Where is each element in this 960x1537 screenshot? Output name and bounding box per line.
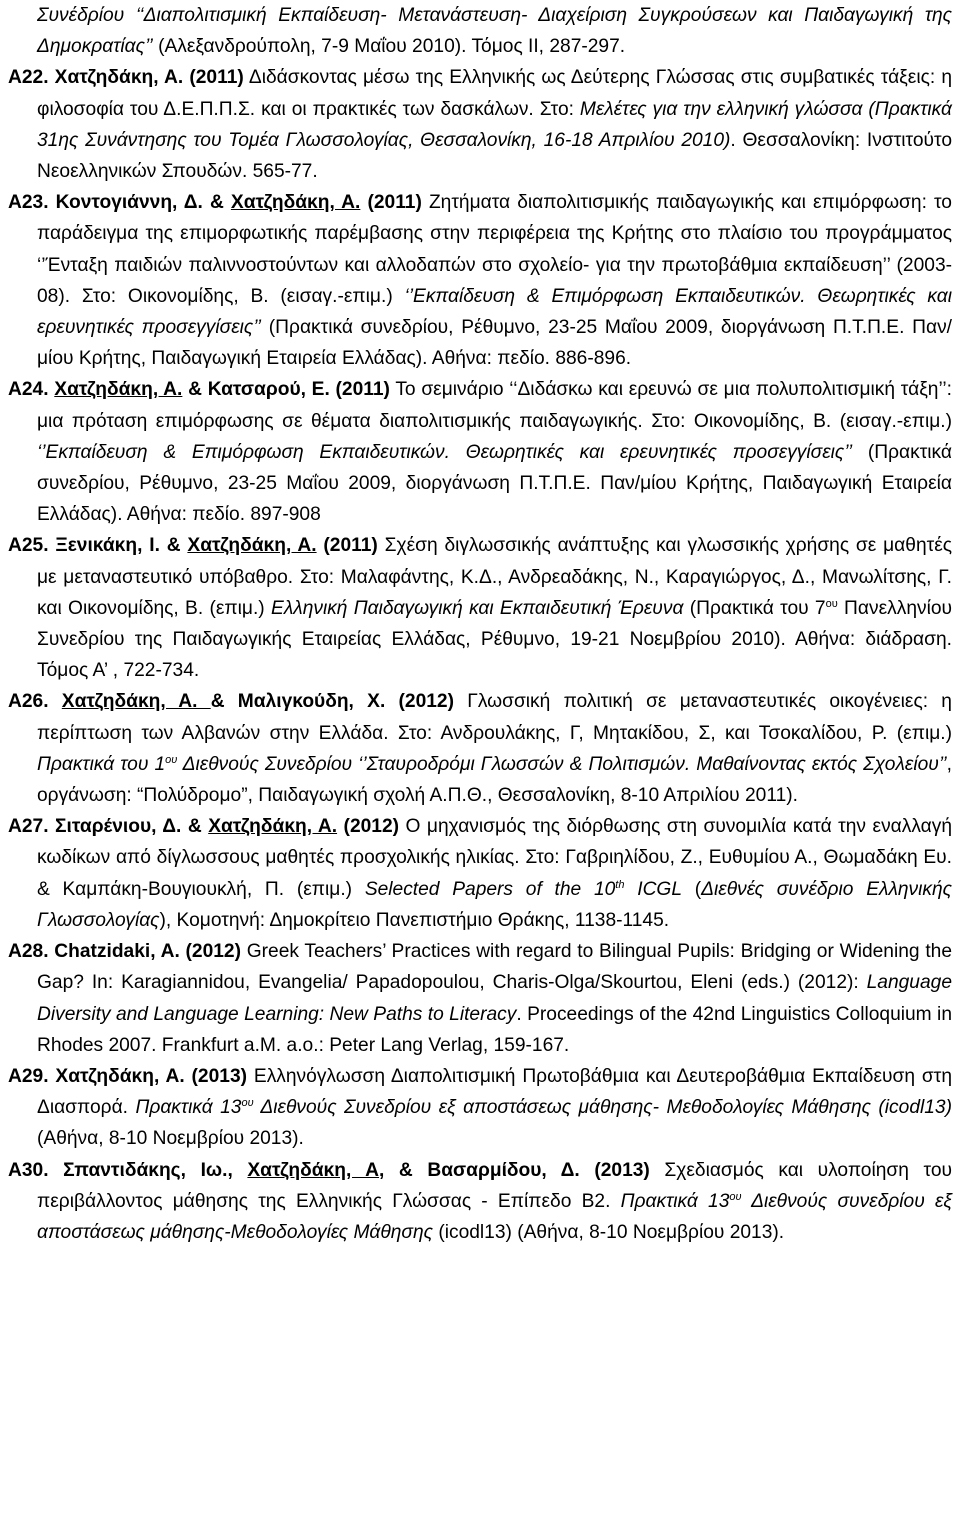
reference-authors: Α25. Ξενικάκη, Ι. & [8,535,188,557]
reference-authors: (2011) [360,192,422,214]
reference-source-title: ‘’Εκπαίδευση & Επιμόρφωση Εκπαιδευτικών. Θεωρητικές και ερευνητικές προσεγγίσεις’’ [37,285,952,339]
reference-text: (icodl13) (Αθήνα, 8-10 Νοεμβρίου 2013). [433,1221,785,1243]
reference-text: ( [682,878,702,900]
reference-text: Το σεμινάριο ‘‘Διδάσκω και ερευνώ σε μια πολυπολιτισμική τάξη’’: μια πρόταση επιμόρφωσης σε θέματα διαπολιτισμικής παιδαγωγικής. Στο: Οικονομίδης, Β. (εισαγ.-επιμ.) [37,379,952,432]
reference-source-title: Selected Papers of the 10 [364,878,616,900]
superscript: ου [729,1190,742,1203]
reference-authors: Α29. Χατζηδάκη, Α. (2013) [8,1065,248,1087]
superscript: ου [241,1097,254,1110]
reference-entry-a22 [8,62,952,187]
reference-text: Ο μηχανισμός της διόρθωσης στη συνομιλία κατά την εναλλαγή κωδίκων από δίγλωσσους μαθητές προσχολικής ηλικίας. Στο: Γαβριηλίδου, Ζ., Ευθυμίου Α., Θωμαδάκη Ευ. & Καμπάκη-Βουγιουκλή, Π. (επιμ.) [37,816,953,900]
reference-source-title: Διεθνούς Συνεδρίου εξ αποστάσεως μάθησης- Μεθοδολογίες Μάθησης (icodl13) [253,1097,952,1119]
reference-text: . Θεσσαλονίκη: Ινστιτούτο Νεοελληνικών Σπουδών. 565-77. [37,129,952,183]
reference-authors: (2011) [316,535,378,557]
reference-text: Greek Teachers’ Practices with regard to Bilingual Pupils: Bridging or Widening the Gap? In: Karagiannidou, Evangelia/ Papadopoulou, Charis-Olga/Skourtou, Eleni (eds.) (2012): [37,941,952,994]
reference-text: Διδάσκοντας μέσω της Ελληνικής ως Δεύτερης Γλώσσας στις συμβατικές τάξεις: η φιλοσοφία του Δ.Ε.Π.Π.Σ. και οι πρακτικές των δασκάλων. Στο: [37,67,952,120]
reference-authors: Α23. Κοντογιάννη, Δ. & [8,192,231,214]
reference-authors: , & Βασαρμίδου, Δ. (2013) [379,1159,650,1181]
reference-source-title: Συνέδρίου ‘‘Διαπολιτισμική Εκπαίδευση- Μετανάστευση- Διαχείριση Συγκρούσεων και Παιδαγωγική της Δημοκρατίας’’ [37,5,952,58]
reference-authors: Α22. Χατζηδάκη, Α. (2011) [8,67,244,89]
reference-source-title: ‘’Εκπαίδευση & Επιμόρφωση Εκπαιδευτικών. Θεωρητικές και ερευνητικές προσεγγίσεις’’ [37,441,853,463]
reference-source-title: Language Diversity and Language Learning: New Paths to Literacy [37,972,952,1025]
reference-authors: Α27. Σιταρένιου, Δ. & [8,816,209,838]
reference-authors: Α28. Chatzidaki, A. (2012) [8,941,241,963]
reference-list [8,0,952,1248]
reference-text: (Πρακτικά του 7 [683,597,826,619]
reference-entry-a27 [8,811,952,936]
reference-entry-a23 [8,187,952,374]
reference-authors: Χατζηδάκη, Α. [187,535,317,557]
reference-entry-a29 [8,1061,952,1155]
reference-source-title: Διεθνούς Συνεδρίου ‘’Σταυροδρόμι Γλωσσών & Πολιτισμών. Μαθαίνοντας εκτός Σχολείου’’ [177,753,947,775]
reference-authors: & Κατσαρού, Ε. (2011) [182,379,390,401]
reference-authors: Χατζηδάκη, Α. [230,192,361,214]
reference-entry-a25 [8,530,952,686]
reference-text: Ελληνόγλωσση Διαπολιτισμική Πρωτοβάθμια και Δευτεροβάθμια Εκπαίδευση στη Διασπορά. [37,1065,952,1119]
reference-text: Σχεδιασμός και υλοποίηση του περιβάλλοντος μάθησης της Ελληνικής Γλώσσας - Επίπεδο Β2. [37,1159,952,1212]
superscript: ου [165,753,178,766]
superscript: ου [825,597,838,610]
reference-entry-a28 [8,936,952,1061]
reference-entry-a26 [8,686,952,811]
reference-authors: & Μαλιγκούδη, Χ. (2012) [210,691,454,713]
reference-authors: Χατζηδάκη, Α. [54,379,183,401]
reference-source-title: Μελέτες για την ελληνική γλώσσα (Πρακτικά 31ης Συνάντησης του Τομέα Γλωσσολογίας, Θεσσαλονίκη, 16-18 Απριλίου 2010) [37,98,952,151]
reference-text: Γλωσσική πολιτική σε μεταναστευτικές οικογένειες: η περίπτωση των Αλβανών στην Ελλάδα. Στο: Ανδρουλάκης, Γ, Μητακίδου, Σ, και Τσοκαλίδου, Ρ. (επιμ.) [37,691,952,744]
reference-authors: (2012) [337,816,400,838]
reference-text: Πανελληνίου Συνεδρίου της Παιδαγωγικής Εταιρείας Ελλάδας, Ρέθυμνο, 19-21 Νοεμβρίου 2010). Αθήνα: διάδραση. Τόμος Α’ , 722-734. [37,597,953,682]
reference-text: (Πρακτικά συνεδρίου, Ρέθυμνο, 23-25 Μαΐου 2009, διοργάνωση Π.Τ.Π.Ε. Παν/μίου Κρήτης, Παιδαγωγική Εταιρεία Ελλάδας). Αθήνα: πεδίο. 897-908 [37,441,952,526]
reference-text: , οργάνωση: “Πολύδρομο”, Παιδαγωγική σχολή Α.Π.Θ., Θεσσαλονίκη, 8-10 Απριλίου 2011). [37,753,952,807]
reference-source-title: Πρακτικά του 1 [37,753,166,775]
reference-authors: Χατζηδάκη, Α. [61,691,211,713]
reference-source-title: Πρακτικά 13 [135,1097,242,1119]
reference-continuation [8,0,952,62]
reference-source-title: Πρακτικά 13 [620,1190,730,1212]
reference-text: . Proceedings of the 42nd Linguistics Colloquium in Rhodes 2007. Frankfurt a.M. a.o.: Peter Lang Verlag, 159-167. [37,1003,952,1056]
reference-text: Ζητήματα διαπολιτισμικής παιδαγωγικής και επιμόρφωση: το παράδειγμα της επιμορφωτικής παρέμβασης στην περιφέρεια της Κρήτης στο πλαίσιο του προγράμματος ‘’Ένταξη παιδιών παλιννοστούντων και αλλοδαπών στο σχολείο- για την πρωτοβάθμια εκπαίδευση’’ (2003-08). Στο: Οικονομίδης, Β. (εισαγ.-επιμ.) [37,192,952,307]
reference-authors: Χατζηδάκη, Α [247,1159,380,1181]
reference-authors: Χατζηδάκη, Α. [208,816,338,838]
reference-authors: Α30. Σπαντιδάκης, Ιω., [8,1159,248,1181]
reference-text: Σχέση διγλωσσικής ανάπτυξης και γλωσσικής χρήσης σε μαθητές με μεταναστευτικό υπόβαθρο. Στο: Μαλαφάντης, Κ.Δ., Ανδρεαδάκης, Ν., Καραγιώργος, Δ., Μανωλίτσης, Γ. και Οικονομίδης, Β. (επιμ.) [37,535,952,619]
reference-authors: Α24. [8,379,55,401]
superscript: th [615,878,625,891]
reference-text: (Πρακτικά συνεδρίου, Ρέθυμνο, 23-25 Μαΐου 2009, διοργάνωση Π.Τ.Π.Ε. Παν/μίου Κρήτης, Παιδαγωγική Εταιρεία Ελλάδας). Αθήνα: πεδίο. 886-896. [37,317,953,370]
reference-source-title: Διεθνές συνέδριο Ελληνικής Γλωσσολογίας [37,878,952,931]
reference-entry-a30 [8,1155,952,1249]
reference-entry-a24 [8,374,952,530]
reference-authors: Α26. [8,691,62,713]
reference-source-title: ICGL [624,878,683,900]
reference-text: ), Κομοτηνή: Δημοκρίτειο Πανεπιστήμιο Θράκης, 1138-1145. [159,909,670,931]
reference-source-title: Διεθνούς συνεδρίου εξ αποστάσεως μάθησης-Μεθοδολογίες Μάθησης [37,1190,952,1243]
reference-text: (Αθήνα, 8-10 Νοεμβρίου 2013). [37,1128,304,1150]
reference-source-title: Ελληνική Παιδαγωγική και Εκπαιδευτική Έρευνα [271,597,684,619]
reference-text: (Αλεξανδρούπολη, 7-9 Μαΐου 2010). Τόμος ΙΙ, 287-297. [152,36,626,58]
